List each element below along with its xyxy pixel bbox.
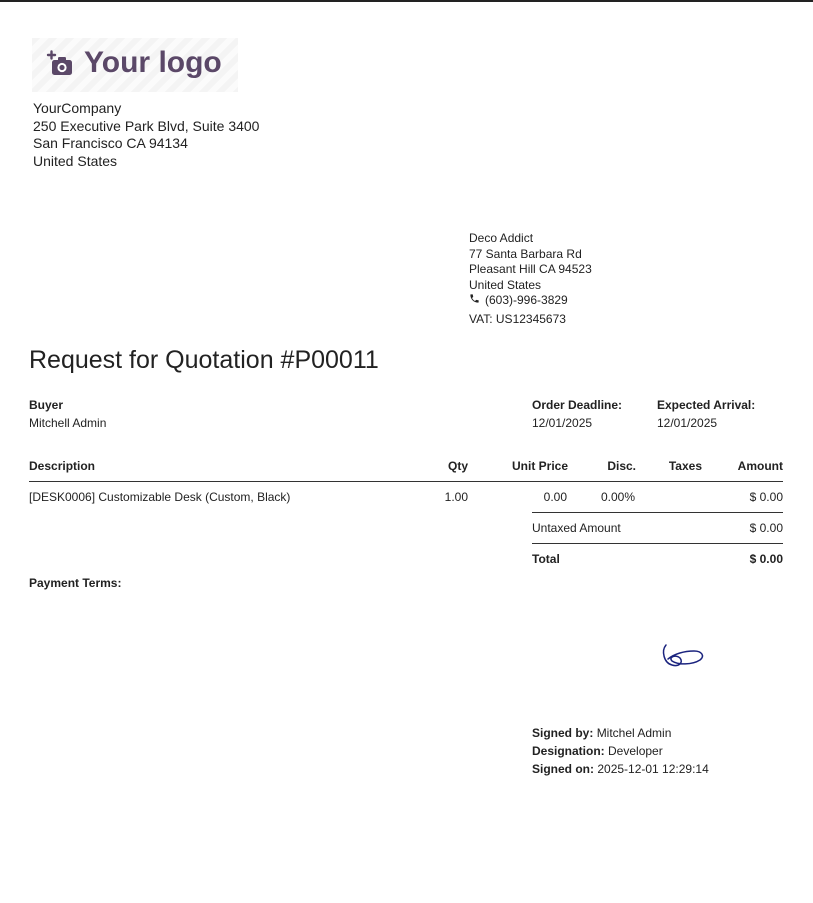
- company-city: San Francisco CA 94134: [33, 135, 188, 151]
- logo-text: Your logo: [84, 46, 222, 79]
- signature-details: [532, 724, 709, 778]
- col-header-qty: Qty: [447, 459, 468, 473]
- signed-by-line: [532, 724, 709, 742]
- untaxed-rule: [532, 512, 783, 513]
- order-deadline-value: 12/01/2025: [532, 416, 593, 430]
- company-name: YourCompany: [33, 100, 122, 116]
- total-value: $ 0.00: [749, 552, 783, 566]
- total-rule: [532, 543, 783, 544]
- signed-on-value: 2025-12-01 12:29:14: [597, 762, 709, 776]
- signed-on-line: [532, 760, 709, 778]
- company-address: [33, 100, 259, 170]
- signed-on-label: Signed on:: [532, 762, 594, 776]
- designation-value: Developer: [608, 744, 663, 758]
- vendor-street: 77 Santa Barbara Rd: [469, 246, 582, 261]
- vendor-phone-line: [469, 293, 592, 309]
- company-street: 250 Executive Park Blvd, Suite 3400: [33, 117, 260, 134]
- col-header-unit-price: Unit Price: [511, 459, 568, 473]
- signature-image: [658, 641, 708, 676]
- vendor-country: United States: [469, 277, 542, 292]
- untaxed-amount-label: Untaxed Amount: [532, 521, 621, 535]
- expected-arrival-label: Expected Arrival:: [657, 398, 756, 412]
- designation-label: Designation:: [532, 744, 605, 758]
- total-label: Total: [532, 552, 560, 566]
- company-logo: [32, 38, 238, 92]
- vendor-address: [469, 231, 592, 328]
- line-description: [DESK0006] Customizable Desk (Custom, Black): [29, 490, 291, 504]
- col-header-amount: Amount: [737, 459, 783, 473]
- order-deadline-label: Order Deadline:: [532, 398, 623, 412]
- top-border: [0, 0, 813, 2]
- vendor-vat: VAT: US12345673: [469, 311, 566, 326]
- vendor-phone: (603)-996-3829: [485, 293, 568, 308]
- col-header-description: Description: [29, 459, 96, 473]
- col-header-disc: Disc.: [607, 459, 636, 473]
- col-header-taxes: Taxes: [668, 459, 702, 473]
- signed-by-value: Mitchel Admin: [596, 726, 672, 740]
- designation-line: [532, 742, 709, 760]
- expected-arrival-value: 12/01/2025: [657, 416, 718, 430]
- camera-add-icon: [46, 50, 74, 78]
- line-qty: 1.00: [444, 490, 468, 504]
- line-discount: 0.00%: [600, 490, 635, 504]
- buyer-value: Mitchell Admin: [29, 416, 107, 430]
- document-title: Request for Quotation #P00011: [29, 346, 379, 374]
- signed-by-label: Signed by:: [532, 726, 594, 740]
- line-amount: $ 0.00: [749, 490, 783, 504]
- payment-terms-label: Payment Terms:: [29, 576, 122, 590]
- table-header-rule: [29, 481, 783, 482]
- phone-icon: [469, 293, 480, 309]
- company-country: United States: [33, 152, 118, 169]
- vendor-name: Deco Addict: [469, 231, 534, 245]
- vendor-city: Pleasant Hill CA 94523: [469, 262, 592, 277]
- untaxed-amount-value: $ 0.00: [749, 521, 783, 535]
- buyer-label: Buyer: [29, 398, 64, 412]
- line-unit-price: 0.00: [543, 490, 567, 504]
